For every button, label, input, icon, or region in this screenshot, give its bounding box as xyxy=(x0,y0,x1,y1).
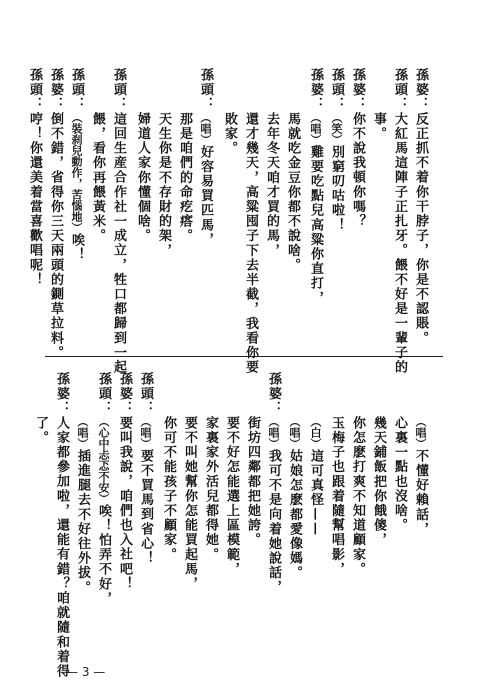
speaker-name: 孫頭： xyxy=(111,68,126,112)
stage-direction: （笑） xyxy=(330,111,343,145)
script-line xyxy=(139,372,152,566)
script-line xyxy=(112,68,125,375)
line-text: 事。 xyxy=(371,112,386,142)
line-text: 倒不錯，省得你三天兩頭的鍘草拉料。 xyxy=(48,111,63,361)
line-text: 家裏家外活兒都得她。 xyxy=(203,416,218,562)
line-text: 這回生産合作社一成立，牲口都歸到一起 xyxy=(111,111,126,375)
line-text: 心裏一點也沒啥。 xyxy=(392,416,407,533)
script-line xyxy=(414,68,427,345)
line-text: 這可真怪—— xyxy=(308,449,323,537)
script-line xyxy=(55,372,68,679)
script-line xyxy=(199,68,212,247)
stage-direction: （裝刹兒動作，苦惱地） xyxy=(70,111,83,233)
line-text: 街坊四鄰都把她誇。 xyxy=(245,416,260,548)
script-line xyxy=(70,68,83,262)
script-line xyxy=(414,416,427,537)
speaker-name: 孫頭： xyxy=(69,68,84,112)
script-line xyxy=(204,416,217,562)
script-line xyxy=(309,68,322,305)
line-text: 還才幾天，高粱囤子下去半截，我看你要 xyxy=(243,112,258,375)
line-text: 我可不是向着她說話， xyxy=(266,448,281,595)
stage-direction: （唱） xyxy=(76,416,89,449)
line-text: 姑娘怎麽都愛像媽。 xyxy=(287,449,302,581)
speaker-name: 孫頭： xyxy=(392,68,407,112)
speaker-name: 孫婆： xyxy=(54,372,69,416)
script-line xyxy=(223,112,236,156)
script-line xyxy=(183,416,196,591)
line-text: 要叫我說，咱們也入社吧！ xyxy=(117,415,132,592)
stage-direction: （唱） xyxy=(267,415,280,449)
script-line xyxy=(76,416,89,595)
script-line xyxy=(372,416,385,547)
line-text: 了。 xyxy=(33,416,48,446)
line-text: 馬就吃金豆你都不說啥。 xyxy=(285,112,300,273)
stage-direction: （唱） xyxy=(139,415,152,449)
script-line xyxy=(157,112,170,258)
script-line xyxy=(162,416,175,562)
script-line xyxy=(265,112,278,258)
line-text: 反正抓不着你干脖子，你是不認賬。 xyxy=(413,111,428,346)
line-text: 天生你是不存財的架， xyxy=(156,112,171,258)
speaker-name: 孫婆： xyxy=(350,68,365,112)
line-text: 要不好怎能選上區模範， xyxy=(224,416,239,577)
page-number: — 3 — xyxy=(66,665,106,679)
speaker-name: 孫頭： xyxy=(329,68,344,112)
script-line xyxy=(330,68,343,232)
speaker-name: 孫婆： xyxy=(308,68,323,112)
line-text: 插進腿去不好往外拔。 xyxy=(75,449,90,595)
script-line xyxy=(49,68,62,360)
line-text: 你不說我頓你嗎？ xyxy=(350,111,365,229)
speaker-name: 孫頭： xyxy=(198,68,213,112)
script-line xyxy=(244,112,257,375)
script-line xyxy=(393,68,406,375)
stage-direction: （唱） xyxy=(309,111,322,145)
line-text: 去年冬天咱才買的馬， xyxy=(264,112,279,258)
line-text: 幾天鋪飯把你餓傻， xyxy=(371,416,386,548)
speaker-name: 孫婆： xyxy=(117,372,132,416)
line-text: 敗家。 xyxy=(222,112,237,156)
line-text: 不懂好賴話， xyxy=(413,449,428,537)
section-divider xyxy=(45,356,443,357)
line-text: 你怎麽打爽不知道顧家。 xyxy=(350,416,365,577)
script-line xyxy=(91,112,104,243)
script-line xyxy=(34,416,47,445)
script-line xyxy=(330,416,343,577)
line-text: 哼！你還美着當喜歡唱呢！ xyxy=(27,111,42,288)
line-text: 要不買馬到省心！ xyxy=(138,448,153,566)
line-text: 你可不能孩子不顧家。 xyxy=(161,416,176,562)
script-line xyxy=(351,68,364,229)
speaker-name: 孫婆： xyxy=(266,372,281,416)
line-text: 人家都參加啦，還能有錯？咱就隨和着得 xyxy=(54,415,69,679)
script-line xyxy=(393,416,406,533)
speaker-name: 孫婆： xyxy=(48,68,63,112)
speaker-name: 孫頭： xyxy=(138,372,153,416)
line-text: 別窮叨咕啦！ xyxy=(329,144,344,233)
script-line xyxy=(246,416,259,547)
line-text: 餵，看你再餵黃米。 xyxy=(90,112,105,244)
script-line xyxy=(225,416,238,577)
line-text: 玉梅子也跟着隨幫唱影， xyxy=(329,416,344,577)
stage-direction: （白） xyxy=(309,416,322,449)
line-text: 那是咱們的命疙瘩。 xyxy=(177,112,192,244)
script-line xyxy=(351,416,364,577)
script-line xyxy=(288,416,301,580)
speaker-name: 孫頭： xyxy=(96,372,111,416)
script-line xyxy=(267,372,280,595)
stage-direction: （唱） xyxy=(414,416,427,449)
line-text: 唉！怕弄不好， xyxy=(96,503,111,607)
line-text: 好容易買匹馬， xyxy=(198,144,213,248)
script-line xyxy=(136,112,149,243)
stage-direction: （唱） xyxy=(288,416,301,449)
script-line xyxy=(178,112,191,243)
line-text: 婦道人家你懂個啥。 xyxy=(135,112,150,244)
stage-direction: （唱） xyxy=(199,111,212,145)
speaker-name: 孫頭： xyxy=(27,68,42,112)
line-text: 要不叫她幫你怎能買起馬， xyxy=(182,416,197,592)
speaker-name: 孫婆： xyxy=(413,68,428,112)
line-text: 唉！ xyxy=(69,232,84,263)
script-line xyxy=(309,416,322,537)
script-line xyxy=(118,372,131,591)
script-line xyxy=(286,112,299,273)
script-line xyxy=(97,372,110,606)
script-line xyxy=(28,68,41,287)
script-line xyxy=(372,112,385,141)
line-text: 雞要吃點兒高粱你直打， xyxy=(308,144,323,306)
stage-direction: （心中忐忑不安） xyxy=(97,415,110,504)
line-text: 大紅馬這陣子正扎牙。餵不好是一輩子的 xyxy=(392,111,407,375)
